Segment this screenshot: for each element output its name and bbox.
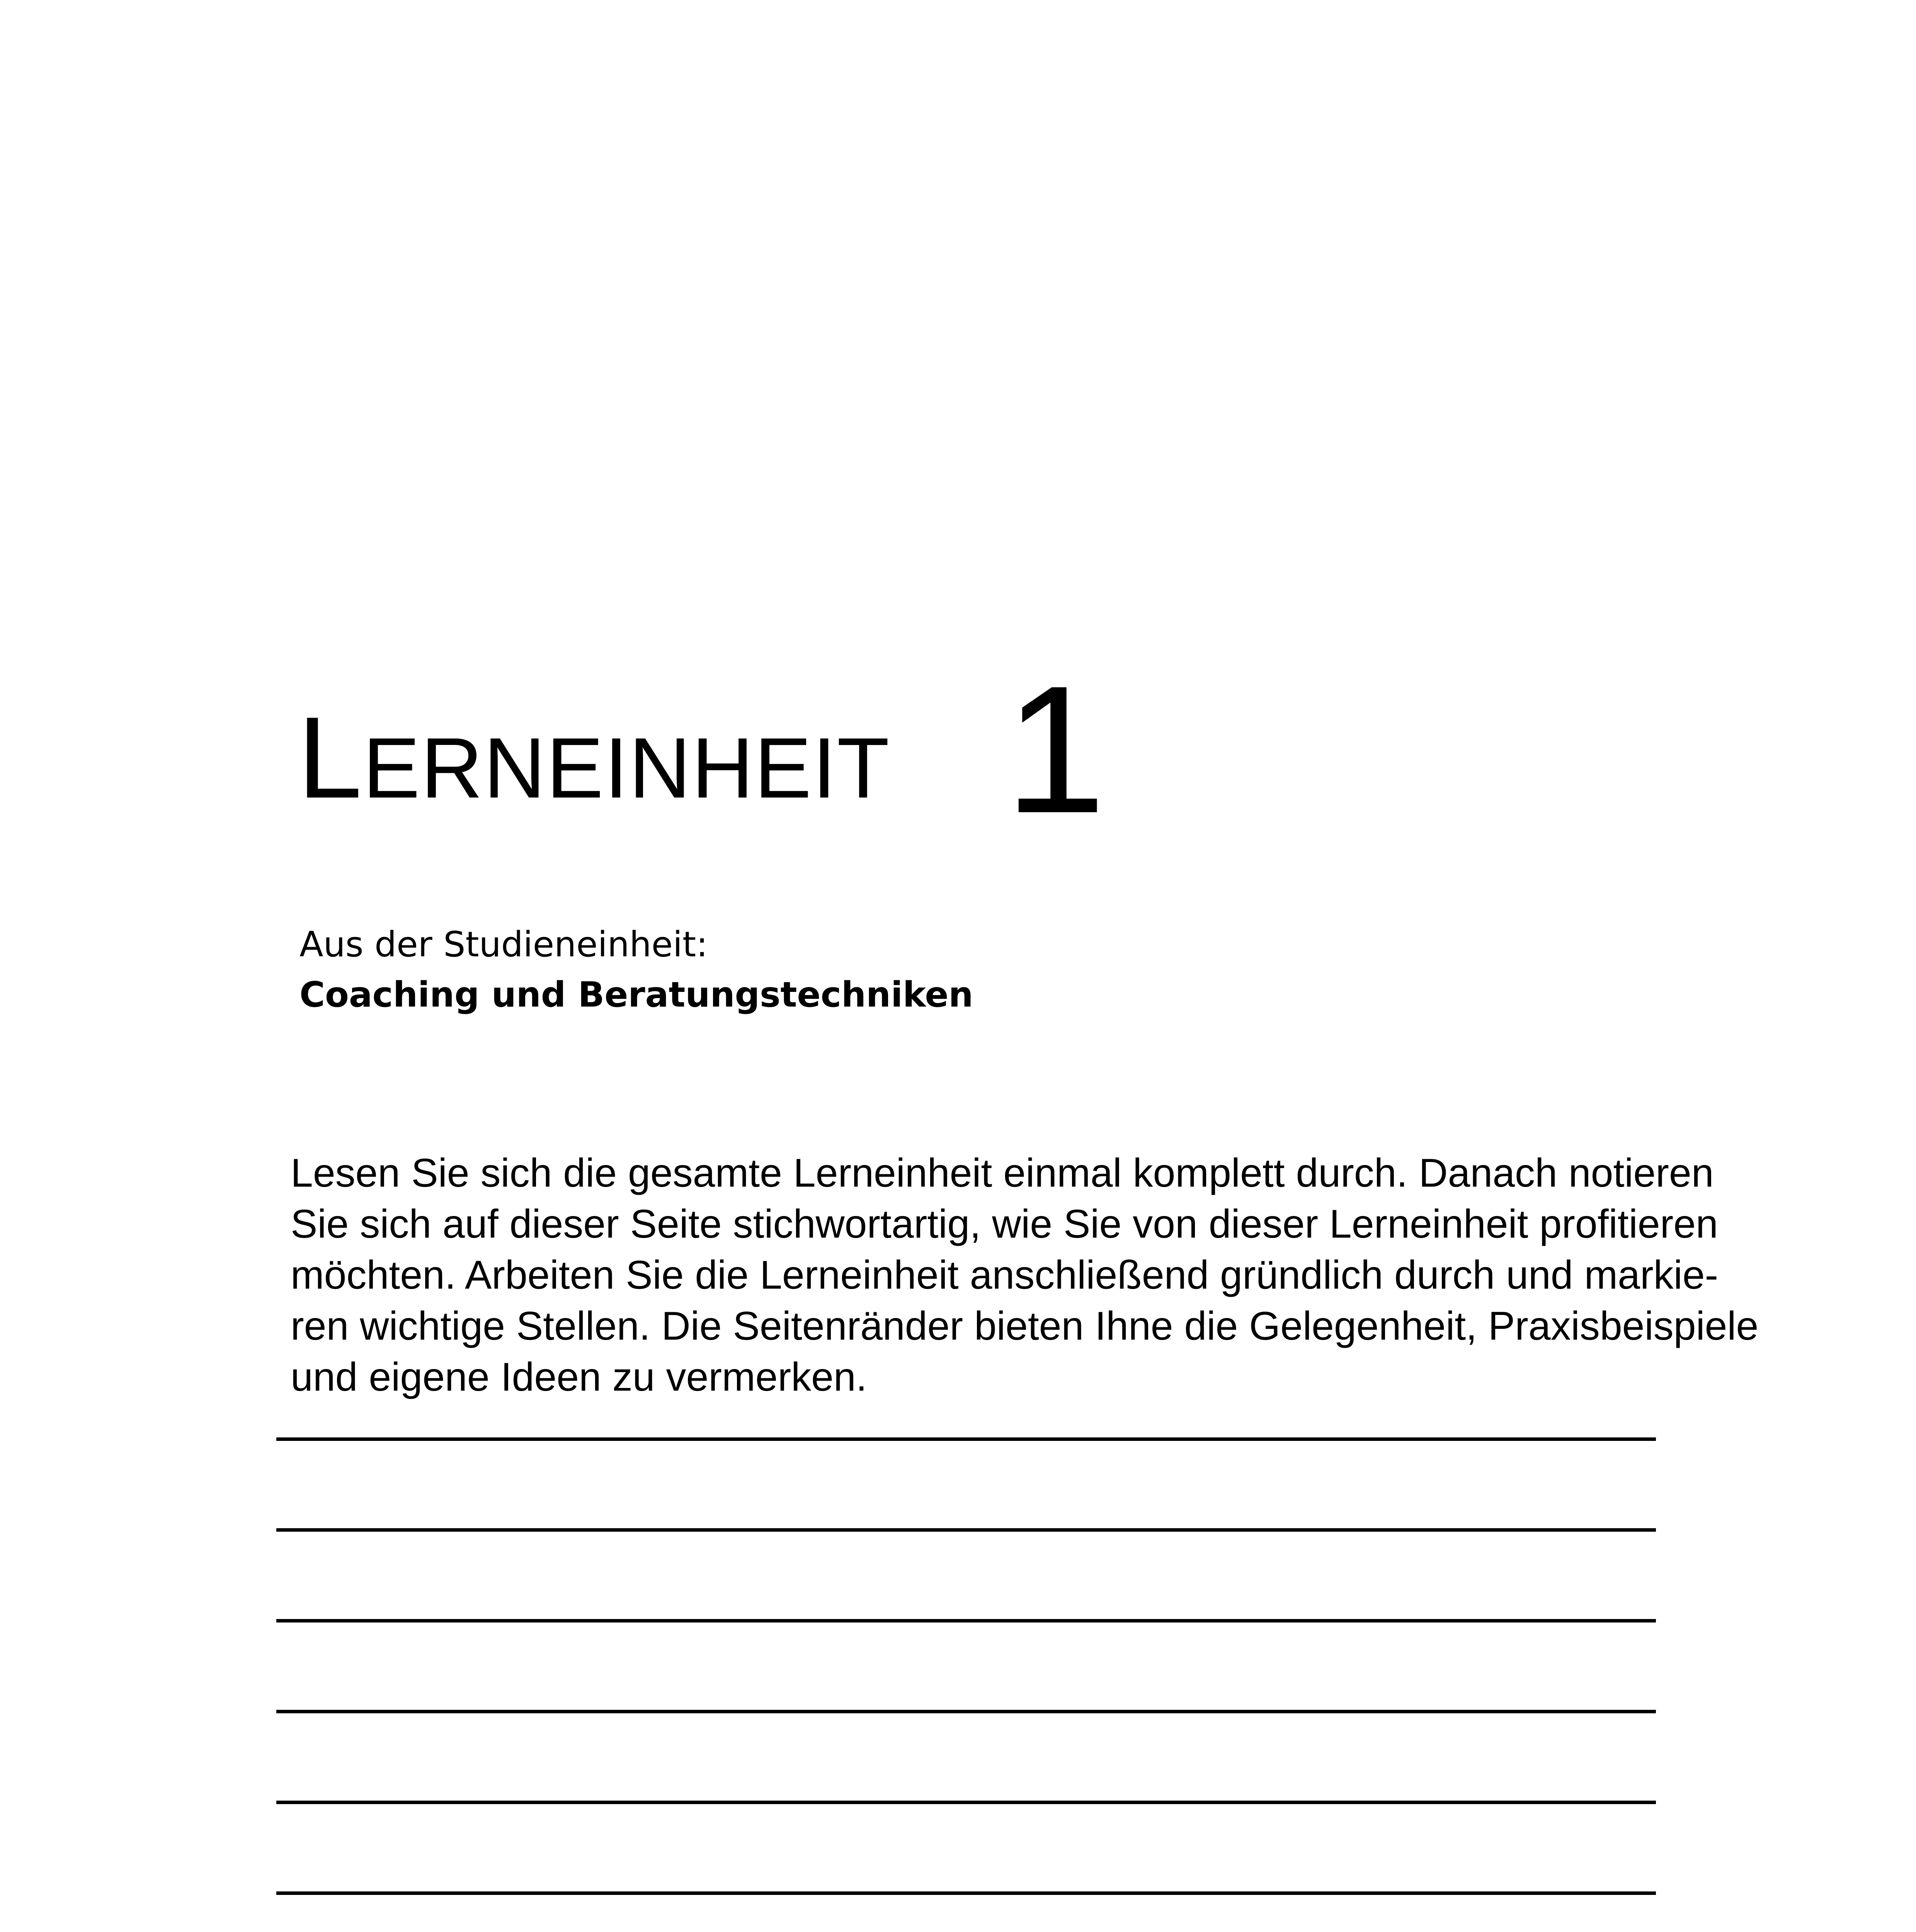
intro-line: Lesen Sie sich die gesamte Lerneinheit einmal komplett durch. Danach notieren	[291, 1151, 1714, 1196]
intro-line: möchten. Arbeiten Sie die Lerneinheit anschließend gründlich durch und markie-	[291, 1253, 1719, 1298]
source-block	[299, 920, 1227, 1020]
note-line[interactable]	[276, 1619, 1656, 1622]
chapter-number: 1	[1005, 648, 1106, 851]
source-label: Aus der Studieneinheit:	[299, 924, 708, 965]
chapter-title-initial: L	[298, 692, 363, 822]
chapter-title	[298, 692, 890, 822]
source-title: Coaching und Beratungstechniken	[299, 975, 973, 1015]
note-line[interactable]	[276, 1437, 1656, 1441]
intro-line: ren wichtige Stellen. Die Seitenränder bieten Ihne die Gelegenheit, Praxisbeispiele	[291, 1304, 1759, 1349]
note-line[interactable]	[276, 1801, 1656, 1804]
chapter-heading	[298, 648, 1225, 858]
intro-line: Sie sich auf dieser Seite stichwortartig, wie Sie von dieser Lerneinheit profitieren	[291, 1202, 1718, 1247]
note-line[interactable]	[276, 1891, 1656, 1895]
intro-line: und eigene Ideen zu vermerken.	[291, 1355, 867, 1400]
note-line[interactable]	[276, 1528, 1656, 1532]
intro-paragraph	[291, 1148, 1759, 1403]
chapter-title-rest: ERNEINHEIT	[362, 720, 890, 816]
note-line[interactable]	[276, 1710, 1656, 1713]
